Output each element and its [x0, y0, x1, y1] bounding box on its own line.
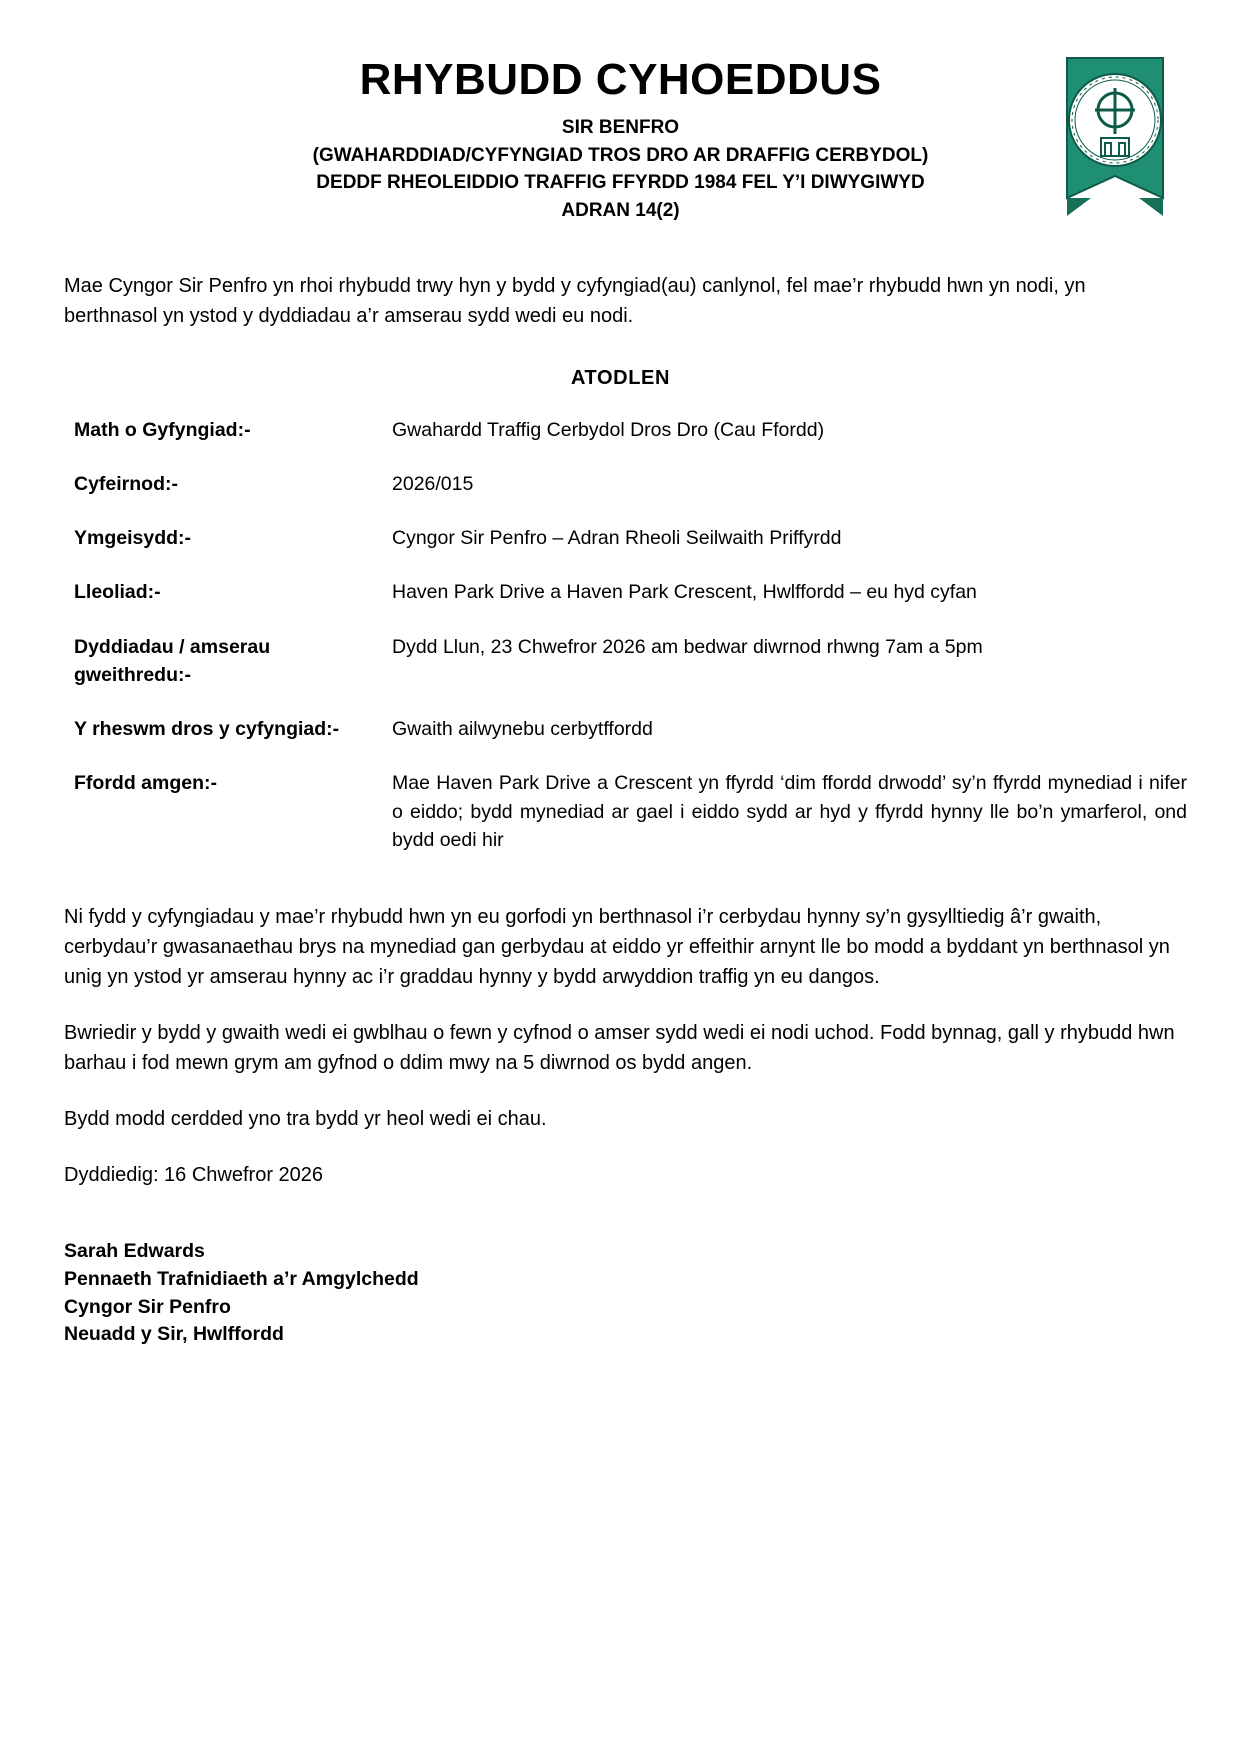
schedule-label-dates-times: Dyddiadau / amserau gweithredu:-	[74, 635, 271, 686]
schedule-value-applicant: Cyngor Sir Penfro – Adran Rheoli Seilwaith Priffyrdd	[392, 527, 842, 550]
intro-paragraph: Mae Cyngor Sir Penfro yn rhoi rhybudd trwy hyn y bydd y cyfyngiad(au) canlynol, fel mae’r rhybudd hwn yn nodi, yn berthnasol yn ystod y dyddiadau a’r amserau sydd wedi eu nodi.	[64, 274, 1086, 327]
schedule-label-alternative-route: Ffordd amgen:-	[74, 772, 217, 795]
header-subtitle-block	[64, 114, 1177, 224]
schedule-label-reference: Cyfeirnod:-	[74, 472, 178, 495]
schedule-label-reason: Y rheswm dros y cyfyngiad:-	[74, 718, 340, 741]
schedule-value-restriction-type: Gwahardd Traffig Cerbydol Dros Dro (Cau Ffordd)	[392, 418, 825, 441]
table-row	[74, 715, 1187, 769]
table-row	[74, 470, 1187, 524]
signature-address: Neuadd y Sir, Hwlffordd	[64, 1323, 284, 1346]
schedule-heading: ATODLEN	[570, 366, 670, 389]
signature-job-title: Pennaeth Trafnidiaeth a’r Amgylchedd	[64, 1267, 419, 1290]
schedule-value-reason: Gwaith ailwynebu cerbytffordd	[392, 718, 653, 741]
header-line-act: DEDDF RHEOLEIDDIO TRAFFIG FFYRDD 1984 FEL Y’I DIWYGIWYD	[316, 172, 925, 194]
table-row	[74, 524, 1187, 578]
table-row	[74, 769, 1187, 880]
schedule-value-dates-times: Dydd Llun, 23 Chwefror 2026 am bedwar diwrnod rhwng 7am a 5pm	[392, 635, 983, 658]
header-line-section: ADRAN 14(2)	[561, 200, 680, 222]
signature-organisation: Cyngor Sir Penfro	[64, 1295, 231, 1318]
dated-line: Dyddiedig: 16 Chwefror 2026	[64, 1164, 324, 1187]
signature-block	[64, 1238, 1177, 1349]
schedule-value-reference: 2026/015	[392, 472, 474, 495]
schedule-label-applicant: Ymgeisydd:-	[74, 527, 192, 550]
body-paragraph-duration: Bwriedir y bydd y gwaith wedi ei gwblhau o fewn y cyfnod o amser sydd wedi ei nodi uchod. Fodd bynnag, gall y rhybudd hwn barhau i fod mewn grym am gyfnod o ddim mwy na 5 diwrnod os bydd angen.	[64, 1022, 1175, 1075]
schedule-value-alternative-route: Mae Haven Park Drive a Crescent yn ffyrdd ‘dim ffordd drwodd’ sy’n ffyrdd mynediad i nifer o eiddo; bydd mynediad ar gael i eiddo sydd ar hyd y ffyrdd hynny lle bo’n ymarferol, ond bydd oedi hir	[392, 772, 1187, 851]
signature-name: Sarah Edwards	[64, 1240, 205, 1263]
body-paragraph-exemptions: Ni fydd y cyfyngiadau y mae’r rhybudd hwn yn eu gorfodi yn berthnasol i’r cerbydau hynny sy’n gysylltiedig â’r gwaith, cerbydau’r gwasanaethau brys na mynediad gan gerbydau at eiddo yr effeithir arnynt lle bo modd a byddant yn berthnasol yn unig yn ystod yr amserau hynny ac i’r graddau hynny y bydd arwyddion traffig yn eu dangos.	[64, 906, 1170, 989]
notice-body	[64, 902, 1177, 1190]
table-row	[74, 416, 1187, 470]
schedule-label-location: Lleoliad:-	[74, 581, 161, 604]
table-row	[74, 633, 1187, 716]
schedule-table	[74, 416, 1187, 881]
council-crest-icon	[1059, 48, 1171, 228]
schedule-label-restriction-type: Math o Gyfyngiad:-	[74, 418, 251, 441]
body-paragraph-pedestrian-access: Bydd modd cerdded yno tra bydd yr heol wedi ei chau.	[64, 1108, 547, 1131]
schedule-value-location: Haven Park Drive a Haven Park Crescent, Hwlffordd – eu hyd cyfan	[392, 581, 977, 604]
header-line-restriction: (GWAHARDDIAD/CYFYNGIAD TROS DRO AR DRAFFIG CERBYDOL)	[312, 144, 929, 166]
table-row	[74, 578, 1187, 632]
header-line-county: SIR BENFRO	[561, 117, 680, 139]
document-header	[64, 56, 1177, 225]
page-title: RHYBUDD CYHOEDDUS	[359, 55, 882, 104]
